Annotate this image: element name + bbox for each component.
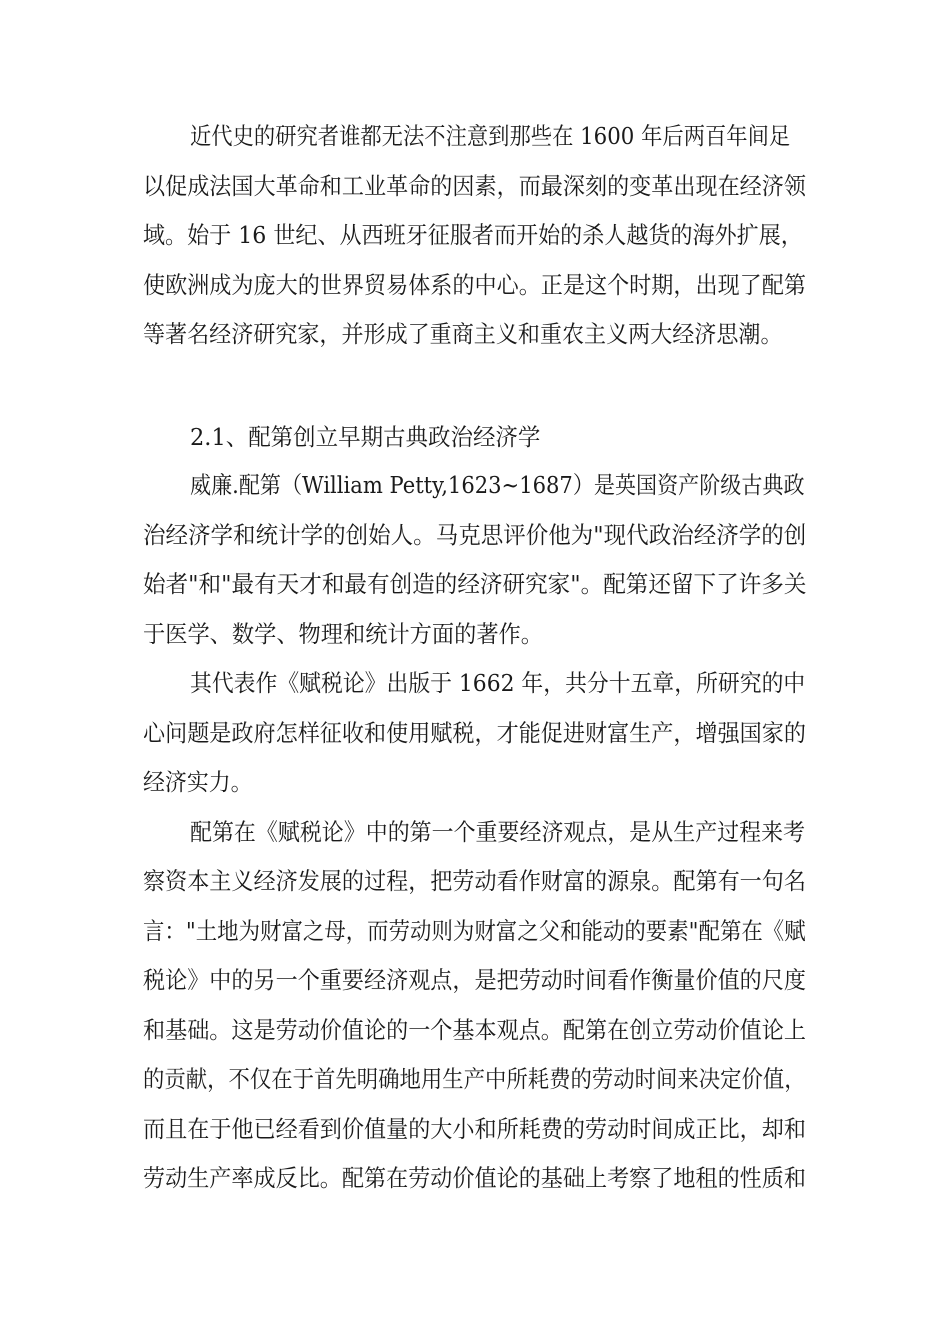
paragraph-4-line-3: 言："土地为财富之母，而劳动则为财富之父和能动的要素"配第在《赋 bbox=[143, 917, 806, 945]
paragraph-4-line-4: 税论》中的另一个重要经济观点，是把劳动时间看作衡量价值的尺度 bbox=[143, 966, 806, 994]
paragraph-3-line-1: 其代表作《赋税论》出版于 1662 年，共分十五章，所研究的中 bbox=[190, 669, 806, 697]
paragraph-1-line-4: 使欧洲成为庞大的世界贸易体系的中心。正是这个时期，出现了配第 bbox=[143, 271, 806, 299]
paragraph-3-line-2: 心问题是政府怎样征收和使用赋税，才能促进财富生产，增强国家的 bbox=[143, 719, 806, 747]
paragraph-2-line-4: 于医学、数学、物理和统计方面的著作。 bbox=[143, 620, 543, 648]
paragraph-1-line-5: 等著名经济研究家，并形成了重商主义和重农主义两大经济思潮。 bbox=[143, 320, 783, 348]
paragraph-4-line-6: 的贡献，不仅在于首先明确地用生产中所耗费的劳动时间来决定价值， bbox=[143, 1065, 806, 1093]
paragraph-1-line-3: 域。始于 16 世纪、从西班牙征服者而开始的杀人越货的海外扩展， bbox=[143, 221, 803, 249]
paragraph-3-line-3: 经济实力。 bbox=[143, 768, 253, 796]
paragraph-1-line-1: 近代史的研究者谁都无法不注意到那些在 1600 年后两百年间足 bbox=[190, 122, 791, 150]
paragraph-4-line-2: 察资本主义经济发展的过程，把劳动看作财富的源泉。配第有一句名 bbox=[143, 867, 806, 895]
paragraph-4-line-1: 配第在《赋税论》中的第一个重要经济观点，是从生产过程来考 bbox=[190, 818, 806, 846]
paragraph-2-line-3: 始者"和"最有天才和最有创造的经济研究家"。配第还留下了许多关 bbox=[143, 570, 807, 598]
paragraph-4-line-8: 劳动生产率成反比。配第在劳动价值论的基础上考察了地租的性质和 bbox=[143, 1164, 806, 1192]
section-heading: 2.1、配第创立早期古典政治经济学 bbox=[190, 423, 541, 451]
paragraph-2-line-1: 威廉.配第（William Petty,1623~1687）是英国资产阶级古典政 bbox=[190, 471, 805, 499]
paragraph-2-line-2: 治经济学和统计学的创始人。马克思评价他为"现代政治经济学的创 bbox=[143, 521, 807, 549]
paragraph-4-line-5: 和基础。这是劳动价值论的一个基本观点。配第在创立劳动价值论上 bbox=[143, 1016, 806, 1044]
paragraph-1-line-2: 以促成法国大革命和工业革命的因素，而最深刻的变革出现在经济领 bbox=[143, 172, 806, 200]
paragraph-4-line-7: 而且在于他已经看到价值量的大小和所耗费的劳动时间成正比，却和 bbox=[143, 1115, 806, 1143]
